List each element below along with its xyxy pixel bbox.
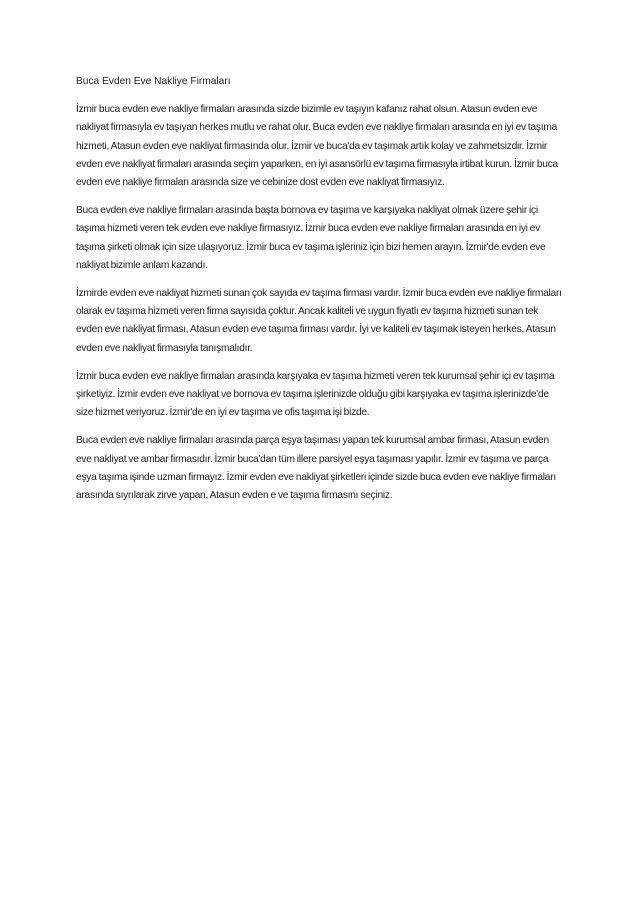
document-title: Buca Evden Eve Nakliye Firmaları	[76, 76, 231, 87]
paragraph-4: İzmir buca evden eve nakliye firmaları arasında karşıyaka ev taşıma hizmeti veren tek kurumsal şehir içi ev taşıma şirketiyiz. İzmir evden eve nakliyat ve bornova ev taşıma işlerinizde olduğu gibi karşıyaka ev taşıma işlerinizde'de size hizmet veriyoruz. İzmir'de en iyi ev taşıma ve ofis taşıma işi bizde.	[76, 370, 555, 419]
document-body	[76, 73, 566, 515]
paragraph-1: İzmir buca evden eve nakliye firmaları arasında sizde bizimle ev taşıyın kafanız rahat olsun. Atasun evden eve nakliyat firmasıyla ev taşıyan herkes mutlu ve rahat olur. Buca evden eve nakliye firmaları arasında en iyi ev taşıma hizmeti, Atasun evden eve nakliyat firmasında olur. İzmir ve buca'da ev taşımak artık kolay ve zahmetsizdir. İzmir evden eve nakliyat firmaları arasında seçim yaparken, en iyi asansörlü ev taşıma firmasıyla irtibat kurun. İzmir buca evden eve nakliye firmaları arasında size ve cebinize dost evden eve nakliyat firmasıyız.	[76, 104, 558, 189]
paragraph-2: Buca evden eve nakliye firmaları arasında başta bornova ev taşıma ve karşıyaka nakliyat olmak üzere şehir içi taşıma hizmeti veren tek evden eve nakliye firmasıyız. İzmir buca evden eve nakliye firmaları arasında en iyi ev taşıma şirketi olmak için size ulaşıyoruz. İzmir buca ev taşıma işleriniz için bizi hemen arayın. İzmir'de evden eve nakliyat bizimle anlam kazandı.	[76, 205, 546, 271]
paragraph-5: Buca evden eve nakliye firmaları arasında parça eşya taşıması yapan tek kurumsal ambar firması, Atasun evden eve nakliyat ve ambar firmasıdır. İzmir buca'dan tüm illere parsiyel eşya taşıması yapılır. İzmir ev taşıma ve parça eşya taşıma işinde uzman firmayız. İzmir evden eve nakliyat şirketleri içinde sizde buca evden eve nakliye firmaları arasında sıyrılarak zirve yapan, Atasun evden e ve taşıma firmasını seçiniz.	[76, 435, 556, 502]
paragraph-3: İzmirde evden eve nakliyat hizmeti sunan çok sayıda ev taşıma firması vardır. İzmir buca evden eve nakliye firmaları olarak ev taşıma hizmeti veren firma sayısıda çoktur. Ancak kaliteli ve uygun fiyatlı ev taşıma hizmeti sunan tek evden eve nakliyat firması, Atasun evden eve taşıma firması vardır. İyi ve kaliteli ev taşımak isteyen herkes, Atasun evden eve nakliyat firmasıyla tanışmalıdır.	[76, 288, 562, 354]
